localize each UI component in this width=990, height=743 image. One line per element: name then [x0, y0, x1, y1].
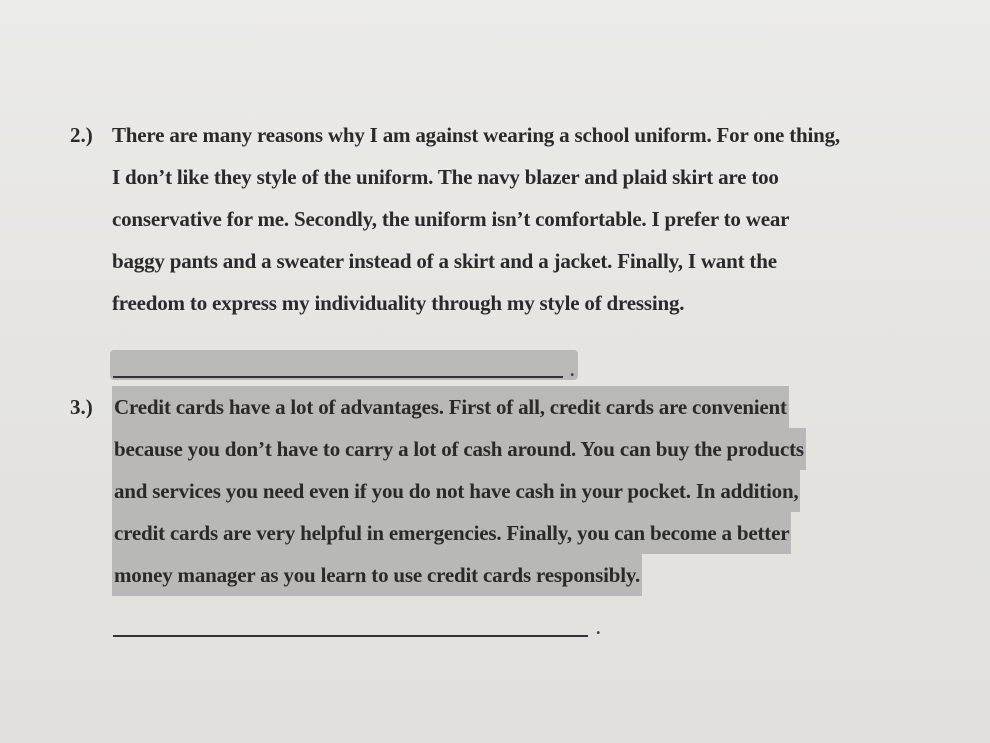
- paragraph-line: conservative for me. Secondly, the uniform isn’t comfortable. I prefer to wear: [112, 207, 790, 231]
- answer-period: .: [570, 360, 575, 380]
- paragraph-line: money manager as you learn to use credit cards responsibly.: [112, 554, 642, 596]
- paragraph-line: I don’t like they style of the uniform. The navy blazer and plaid skirt are too: [112, 165, 779, 189]
- paragraph-line: and services you need even if you do not have cash in your pocket. In addition,: [112, 470, 800, 512]
- paragraph-text: [112, 114, 950, 324]
- item-number: 2.): [70, 123, 93, 147]
- paragraph-text: [112, 386, 950, 596]
- answer-period: .: [596, 618, 601, 638]
- paragraph-line: freedom to express my individuality through my style of dressing.: [112, 291, 685, 315]
- answer-blank-3[interactable]: [113, 635, 588, 637]
- paragraph-line: There are many reasons why I am against wearing a school uniform. For one thing,: [112, 123, 840, 147]
- paragraph-line: credit cards are very helpful in emergencies. Finally, you can become a better: [112, 512, 791, 554]
- paragraph-line: Credit cards have a lot of advantages. First of all, credit cards are convenient: [112, 386, 789, 428]
- item-number: 3.): [70, 395, 93, 419]
- exercise-item-3: [70, 386, 950, 596]
- answer-blank-2[interactable]: [113, 376, 563, 378]
- paragraph-line: baggy pants and a sweater instead of a skirt and a jacket. Finally, I want the: [112, 249, 777, 273]
- paragraph-line: because you don’t have to carry a lot of cash around. You can buy the products: [112, 428, 806, 470]
- exercise-item-2: [70, 114, 950, 324]
